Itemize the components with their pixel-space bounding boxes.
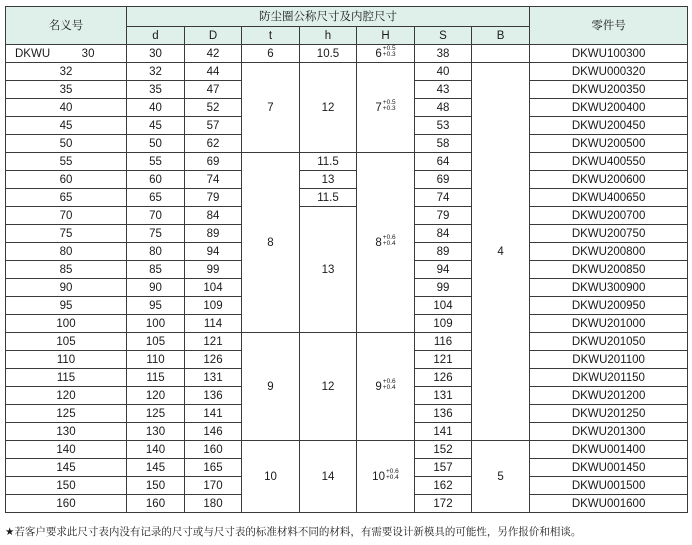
- header-col-D: D: [185, 27, 242, 45]
- cell-d: 85: [127, 261, 185, 279]
- table-row: [6, 189, 688, 207]
- tolerance-lower: +0.4: [382, 240, 396, 248]
- cell-S: 136: [415, 405, 472, 423]
- cell-nominal: [6, 189, 127, 207]
- cell-t: 8: [242, 153, 300, 333]
- cell-D: 136: [185, 387, 242, 405]
- nominal-value: 45: [59, 119, 73, 132]
- tolerance-lower: +0.4: [385, 474, 399, 482]
- cell-D: 79: [185, 189, 242, 207]
- cell-nominal: [6, 315, 127, 333]
- cell-D: 94: [185, 243, 242, 261]
- cell-part-no: DKWU200800: [530, 243, 688, 261]
- cell-S: 89: [415, 243, 472, 261]
- cell-B-empty: [472, 45, 530, 63]
- nominal-value: 120: [56, 389, 76, 402]
- nominal-value: 150: [56, 479, 76, 492]
- cell-S: 162: [415, 477, 472, 495]
- cell-D: 160: [185, 441, 242, 459]
- cell-S: 40: [415, 63, 472, 81]
- cell-S: 43: [415, 81, 472, 99]
- cell-part-no: DKWU000320: [530, 63, 688, 81]
- nominal-value: 160: [56, 497, 76, 510]
- table-row: [6, 45, 688, 63]
- header-part-no: 零件号: [530, 7, 688, 45]
- tolerance-upper: +0.6: [382, 378, 396, 386]
- table-row: [6, 153, 688, 171]
- cell-h: 14: [300, 441, 357, 513]
- tolerance-lower: +0.4: [382, 384, 396, 392]
- cell-part-no: DKWU001450: [530, 459, 688, 477]
- cell-d: 80: [127, 243, 185, 261]
- cell-nominal: [6, 243, 127, 261]
- nominal-value: 110: [56, 353, 76, 366]
- cell-d: 130: [127, 423, 185, 441]
- cell-nominal: [6, 171, 127, 189]
- cell-t: 6: [242, 45, 300, 63]
- tolerance-base: 9: [375, 380, 382, 393]
- tolerance-lower: +0.3: [382, 105, 396, 113]
- header-col-d: d: [127, 27, 185, 45]
- cell-part-no: DKWU201200: [530, 387, 688, 405]
- table-row: [6, 207, 688, 225]
- table-row: [6, 441, 688, 459]
- cell-nominal: [6, 261, 127, 279]
- tolerance-base: 8: [375, 236, 382, 249]
- cell-S: 94: [415, 261, 472, 279]
- tolerance-base: 7: [375, 101, 382, 114]
- dimension-table: [5, 6, 688, 513]
- table-row: [6, 333, 688, 351]
- cell-nominal: [6, 333, 127, 351]
- nominal-value: 130: [56, 425, 76, 438]
- cell-D: 84: [185, 207, 242, 225]
- header-group: 防尘圈公称尺寸及内腔尺寸: [127, 7, 530, 27]
- cell-d: 30: [127, 45, 185, 63]
- cell-part-no: DKWU201250: [530, 405, 688, 423]
- cell-h: 13: [300, 207, 357, 333]
- cell-nominal: [6, 441, 127, 459]
- cell-part-no: DKWU400650: [530, 189, 688, 207]
- cell-part-no: DKWU201100: [530, 351, 688, 369]
- nominal-value: 115: [56, 371, 76, 384]
- header-col-B: B: [472, 27, 530, 45]
- cell-D: 52: [185, 99, 242, 117]
- cell-S: 48: [415, 99, 472, 117]
- cell-part-no: DKWU200950: [530, 297, 688, 315]
- cell-t: 7: [242, 63, 300, 153]
- nominal-value: 75: [59, 227, 73, 240]
- cell-h: 11.5: [300, 189, 357, 207]
- tolerance-upper: +0.5: [382, 99, 396, 107]
- cell-D: 57: [185, 117, 242, 135]
- cell-nominal: [6, 279, 127, 297]
- cell-part-no: DKWU200500: [530, 135, 688, 153]
- cell-S: 126: [415, 369, 472, 387]
- cell-nominal: [6, 207, 127, 225]
- nominal-value: 70: [59, 209, 73, 222]
- cell-nominal: [6, 81, 127, 99]
- cell-d: 100: [127, 315, 185, 333]
- cell-d: 40: [127, 99, 185, 117]
- nominal-value: 95: [59, 299, 73, 312]
- cell-nominal: [6, 117, 127, 135]
- cell-part-no: DKWU400550: [530, 153, 688, 171]
- cell-part-no: DKWU200750: [530, 225, 688, 243]
- cell-part-no: DKWU001400: [530, 441, 688, 459]
- tolerance-base: 6: [375, 47, 382, 60]
- cell-h: 13: [300, 171, 357, 189]
- cell-B: 4: [472, 63, 530, 441]
- cell-D: 165: [185, 459, 242, 477]
- tolerance-value: [375, 235, 395, 251]
- cell-part-no: DKWU200700: [530, 207, 688, 225]
- nominal-value: 55: [59, 155, 73, 168]
- nominal-value: 32: [59, 65, 73, 78]
- nominal-value: 140: [56, 443, 76, 456]
- tolerance-upper: +0.6: [382, 234, 396, 242]
- cell-D: 141: [185, 405, 242, 423]
- cell-S: 109: [415, 315, 472, 333]
- tolerance-value: [372, 469, 399, 485]
- cell-D: 146: [185, 423, 242, 441]
- tolerance-lower: +0.3: [382, 51, 396, 59]
- cell-D: 109: [185, 297, 242, 315]
- cell-d: 55: [127, 153, 185, 171]
- cell-S: 69: [415, 171, 472, 189]
- cell-t: 10: [242, 441, 300, 513]
- cell-D: 99: [185, 261, 242, 279]
- nominal-value: 80: [59, 245, 73, 258]
- cell-nominal: [6, 63, 127, 81]
- cell-d: 90: [127, 279, 185, 297]
- table-row: [6, 171, 688, 189]
- nominal-value: 145: [56, 461, 76, 474]
- cell-S: 74: [415, 189, 472, 207]
- cell-S: 58: [415, 135, 472, 153]
- cell-d: 150: [127, 477, 185, 495]
- cell-S: 84: [415, 225, 472, 243]
- cell-d: 65: [127, 189, 185, 207]
- nominal-value: 50: [59, 137, 73, 150]
- cell-S: 104: [415, 297, 472, 315]
- cell-S: 152: [415, 441, 472, 459]
- cell-d: 35: [127, 81, 185, 99]
- cell-h: 11.5: [300, 153, 357, 171]
- cell-H: [357, 63, 415, 153]
- nominal-value: 105: [56, 335, 76, 348]
- cell-S: 121: [415, 351, 472, 369]
- cell-part-no: DKWU201000: [530, 315, 688, 333]
- cell-h: 12: [300, 63, 357, 153]
- cell-part-no: DKWU001600: [530, 495, 688, 513]
- header-col-h: h: [300, 27, 357, 45]
- cell-S: 38: [415, 45, 472, 63]
- cell-D: 69: [185, 153, 242, 171]
- nominal-value: 125: [56, 407, 76, 420]
- tolerance-upper: +0.6: [385, 468, 399, 476]
- cell-D: 62: [185, 135, 242, 153]
- cell-H: [357, 441, 415, 513]
- cell-nominal: [6, 369, 127, 387]
- cell-nominal: [6, 99, 127, 117]
- cell-B: 5: [472, 441, 530, 513]
- cell-part-no: DKWU201150: [530, 369, 688, 387]
- header-nominal: 名义号: [6, 7, 127, 45]
- cell-nominal: [6, 153, 127, 171]
- cell-d: 32: [127, 63, 185, 81]
- cell-H: [357, 333, 415, 441]
- cell-D: 126: [185, 351, 242, 369]
- tolerance-value: [375, 379, 395, 395]
- nominal-value: 35: [59, 83, 73, 96]
- cell-nominal: [6, 495, 127, 513]
- cell-d: 120: [127, 387, 185, 405]
- tolerance-base: 10: [372, 470, 385, 483]
- cell-d: 75: [127, 225, 185, 243]
- cell-part-no: DKWU001500: [530, 477, 688, 495]
- cell-nominal: [6, 135, 127, 153]
- cell-nominal: [6, 405, 127, 423]
- cell-D: 104: [185, 279, 242, 297]
- cell-D: 170: [185, 477, 242, 495]
- cell-D: 114: [185, 315, 242, 333]
- cell-part-no: DKWU200850: [530, 261, 688, 279]
- cell-part-no: DKWU201300: [530, 423, 688, 441]
- cell-S: 141: [415, 423, 472, 441]
- cell-D: 121: [185, 333, 242, 351]
- table-row: [6, 63, 688, 81]
- series-prefix: DKWU: [15, 47, 51, 60]
- cell-D: 42: [185, 45, 242, 63]
- nominal-value: 85: [59, 263, 73, 276]
- cell-S: 116: [415, 333, 472, 351]
- cell-H: [357, 45, 415, 63]
- cell-h: 10.5: [300, 45, 357, 63]
- cell-d: 50: [127, 135, 185, 153]
- cell-D: 89: [185, 225, 242, 243]
- nominal-value: 100: [56, 317, 76, 330]
- cell-D: 44: [185, 63, 242, 81]
- cell-S: 131: [415, 387, 472, 405]
- cell-d: 140: [127, 441, 185, 459]
- cell-t: 9: [242, 333, 300, 441]
- cell-h: 12: [300, 333, 357, 441]
- cell-part-no: DKWU201050: [530, 333, 688, 351]
- cell-part-no: DKWU200400: [530, 99, 688, 117]
- tolerance-value: [375, 100, 395, 116]
- cell-d: 45: [127, 117, 185, 135]
- footnote: ★若客户要求此尺寸表内没有记录的尺寸或与尺寸表的标准材料不同的材料，有需要设计新模具的可能性，另作报价和相谈。: [5, 526, 582, 538]
- cell-d: 95: [127, 297, 185, 315]
- nominal-value: 30: [81, 47, 95, 60]
- cell-d: 125: [127, 405, 185, 423]
- cell-S: 99: [415, 279, 472, 297]
- cell-S: 53: [415, 117, 472, 135]
- cell-d: 70: [127, 207, 185, 225]
- cell-nominal: [6, 45, 127, 63]
- cell-nominal: [6, 387, 127, 405]
- header-col-S: S: [415, 27, 472, 45]
- cell-part-no: DKWU200350: [530, 81, 688, 99]
- cell-S: 64: [415, 153, 472, 171]
- cell-D: 180: [185, 495, 242, 513]
- cell-nominal: [6, 225, 127, 243]
- cell-d: 160: [127, 495, 185, 513]
- cell-nominal: [6, 351, 127, 369]
- cell-d: 115: [127, 369, 185, 387]
- nominal-value: 40: [59, 101, 73, 114]
- cell-D: 131: [185, 369, 242, 387]
- header-col-H: H: [357, 27, 415, 45]
- cell-S: 172: [415, 495, 472, 513]
- cell-part-no: DKWU100300: [530, 45, 688, 63]
- nominal-value: 65: [59, 191, 73, 204]
- cell-nominal: [6, 459, 127, 477]
- cell-nominal: [6, 297, 127, 315]
- cell-d: 105: [127, 333, 185, 351]
- cell-part-no: DKWU200450: [530, 117, 688, 135]
- tolerance-upper: +0.5: [382, 45, 396, 53]
- cell-d: 145: [127, 459, 185, 477]
- cell-S: 157: [415, 459, 472, 477]
- cell-H: [357, 153, 415, 333]
- cell-D: 74: [185, 171, 242, 189]
- cell-d: 60: [127, 171, 185, 189]
- cell-nominal: [6, 423, 127, 441]
- cell-D: 47: [185, 81, 242, 99]
- cell-part-no: DKWU300900: [530, 279, 688, 297]
- header-col-t: t: [242, 27, 300, 45]
- cell-S: 79: [415, 207, 472, 225]
- cell-d: 110: [127, 351, 185, 369]
- nominal-value: 90: [59, 281, 73, 294]
- cell-part-no: DKWU200600: [530, 171, 688, 189]
- tolerance-value: [375, 46, 395, 62]
- nominal-value: 60: [59, 173, 73, 186]
- cell-nominal: [6, 477, 127, 495]
